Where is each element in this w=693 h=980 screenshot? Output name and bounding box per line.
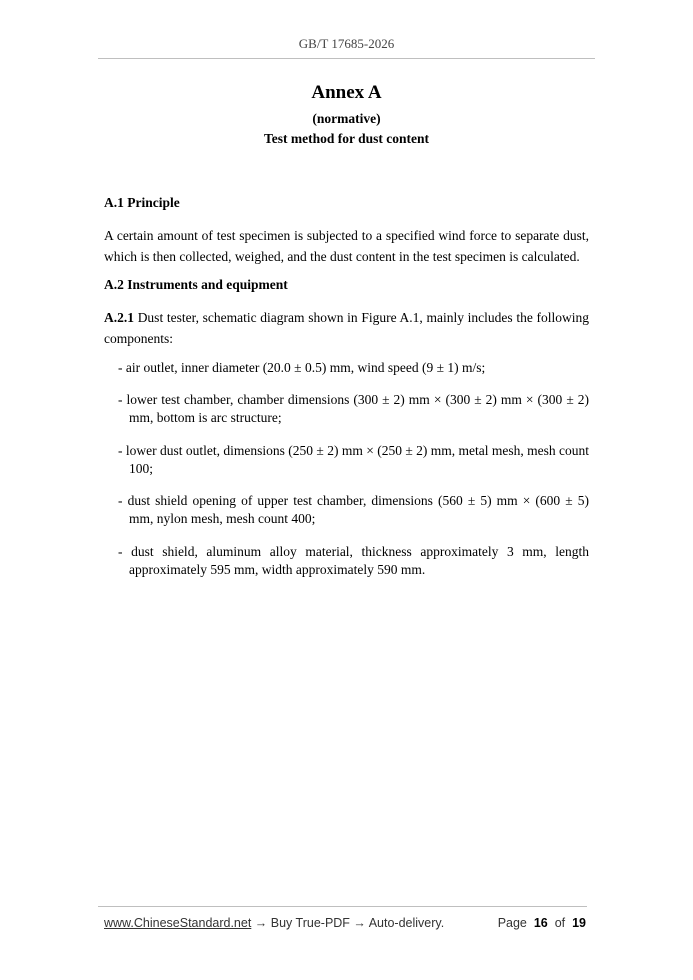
section-heading-a1: A.1 Principle (104, 195, 180, 210)
page-indicator (498, 916, 586, 930)
list-item: - air outlet, inner diameter (20.0 ± 0.5) mm, wind speed (9 ± 1) m/s; (118, 360, 486, 375)
of-label: of (554, 916, 566, 930)
header-divider (98, 58, 595, 59)
list-item: - dust shield opening of upper test chamber, dimensions (560 ± 5) mm × (600 ± 5) mm, nylon mesh, mesh count 400; (118, 493, 589, 526)
annex-type: (normative) (312, 111, 381, 126)
standard-code-header: GB/T 17685-2026 (298, 36, 395, 51)
principle-paragraph: A certain amount of test specimen is subjected to a specified wind force to separate dust, which is then collected, weighed, and the dust content in the test specimen is calculated. (104, 228, 589, 264)
page-number: 16 (533, 916, 548, 930)
annex-title: Annex A (311, 82, 382, 103)
promo-text: → Buy True-PDF → Auto-delivery. (251, 916, 445, 930)
footer-promo (104, 916, 444, 930)
section-heading-a2: A.2 Instruments and equipment (104, 277, 288, 292)
list-item: - dust shield, aluminum alloy material, thickness approximately 3 mm, length approximately 595 mm, width approximately 590 mm. (118, 544, 589, 577)
list-item: - lower dust outlet, dimensions (250 ± 2) mm × (250 ± 2) mm, metal mesh, mesh count 100; (118, 443, 589, 476)
clause-a2-1-paragraph (104, 307, 589, 349)
clause-text: Dust tester, schematic diagram shown in Figure A.1, mainly includes the following components: (104, 310, 589, 346)
footer-divider (98, 906, 587, 907)
total-pages: 19 (572, 916, 586, 930)
page-label: Page (497, 916, 527, 930)
site-link[interactable]: www.ChineseStandard.net (104, 916, 252, 930)
clause-number: A.2.1 (104, 310, 134, 325)
list-item: - lower test chamber, chamber dimensions (300 ± 2) mm × (300 ± 2) mm × (300 ± 2) mm, bottom is arc structure; (118, 392, 589, 425)
annex-subtitle: Test method for dust content (263, 131, 429, 146)
